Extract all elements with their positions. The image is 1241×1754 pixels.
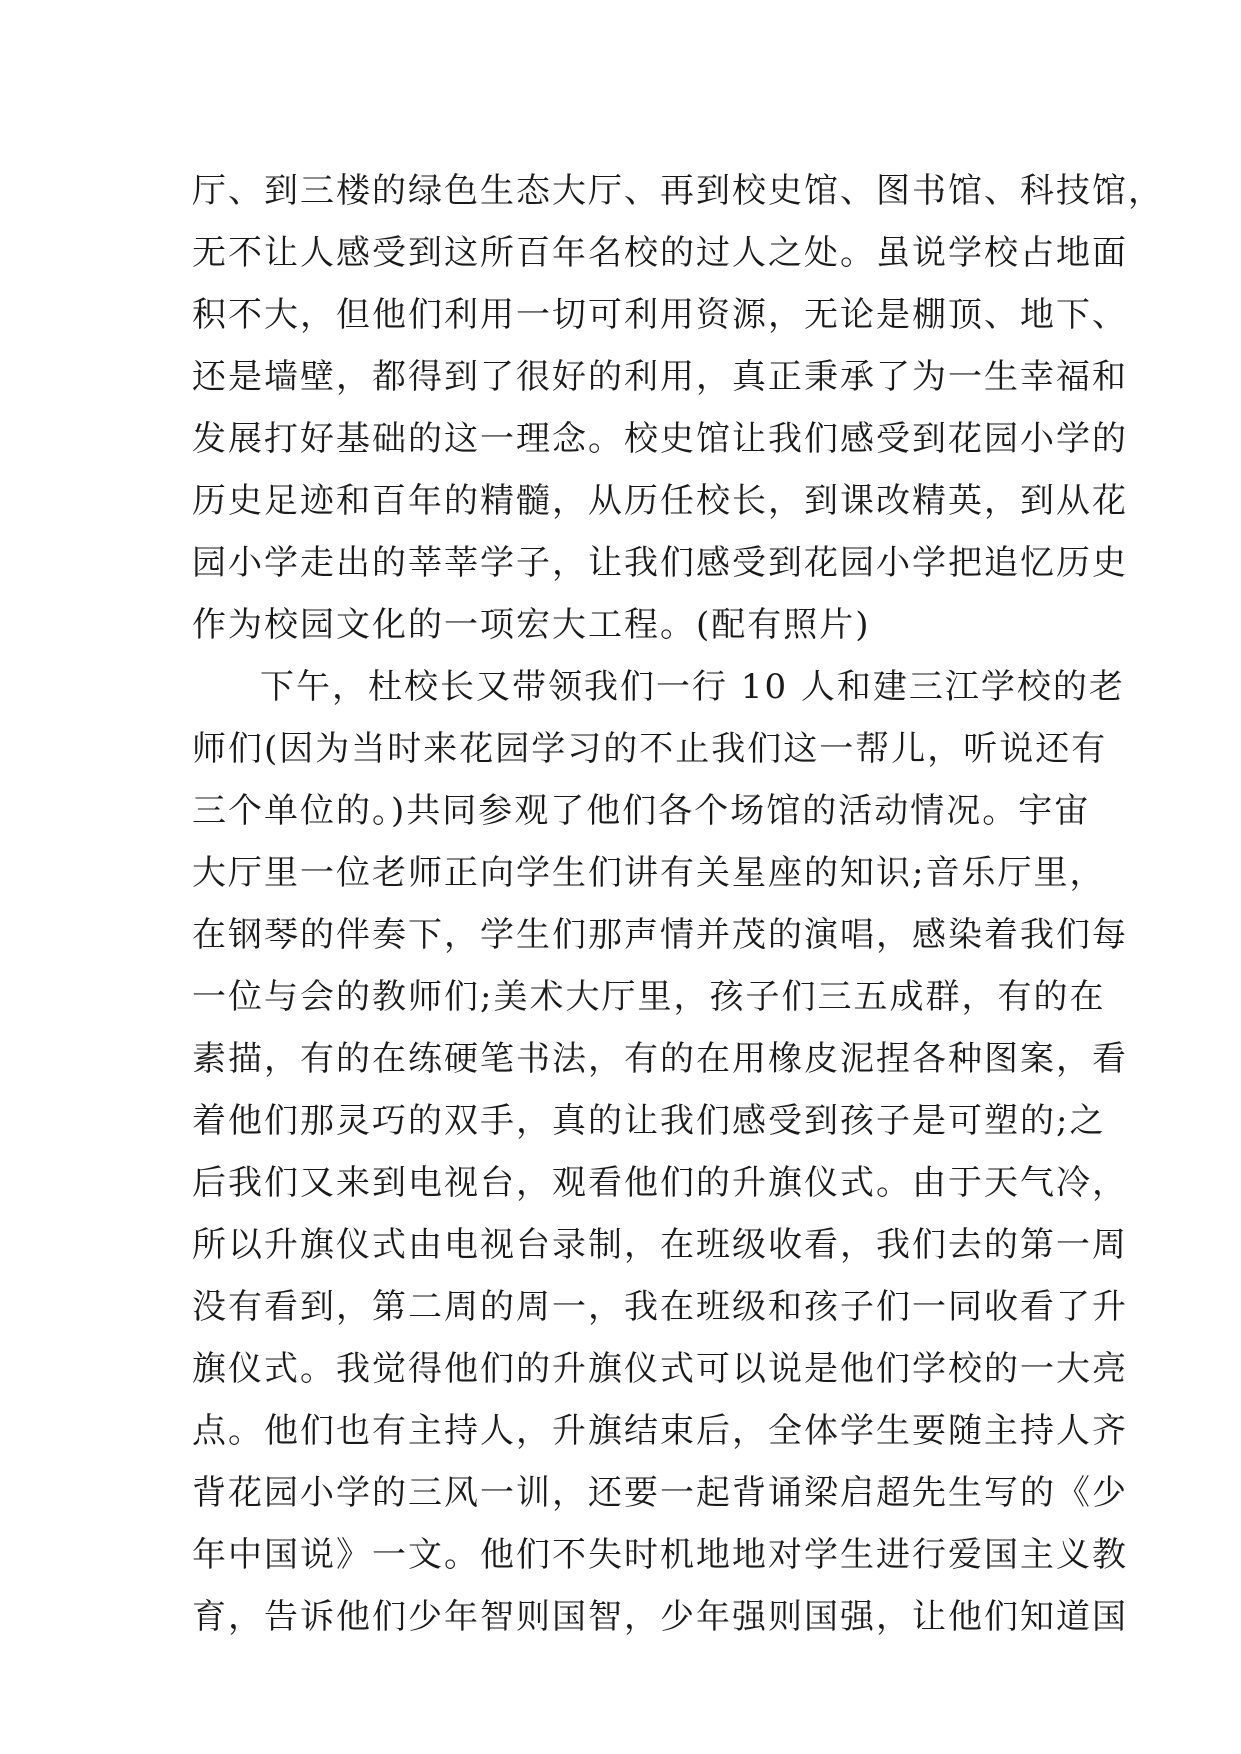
text-line: 历史足迹和百年的精髓，从历任校长，到课改精英，到从花 — [192, 481, 1128, 521]
text-line: 育，告诉他们少年智则国智，少年强则国强，让他们知道国 — [192, 1597, 1128, 1637]
text-line: 无不让人感受到这所百年名校的过人之处。虽说学校占地面 — [192, 233, 1128, 273]
text-line: 着他们那灵巧的双手，真的让我们感受到孩子是可塑的;之 — [192, 1101, 1106, 1141]
text-line: 所以升旗仪式由电视台录制，在班级收看，我们去的第一周 — [192, 1225, 1128, 1265]
text-line: 后我们又来到电视台，观看他们的升旗仪式。由于天气冷， — [192, 1163, 1128, 1203]
text-line: 作为校园文化的一项宏大工程。(配有照片) — [192, 605, 871, 645]
text-line: 点。他们也有主持人，升旗结束后，全体学生要随主持人齐 — [192, 1411, 1128, 1451]
text-line: 发展打好基础的这一理念。校史馆让我们感受到花园小学的 — [192, 419, 1128, 459]
text-line: 一位与会的教师们;美术大厅里，孩子们三五成群，有的在 — [192, 977, 1106, 1017]
text-line: 师们(因为当时来花园学习的不止我们这一帮儿，听说还有 — [192, 729, 1108, 769]
text-line: 三个单位的。)共同参观了他们各个场馆的活动情况。宇宙 — [192, 791, 1091, 831]
text-line: 园小学走出的莘莘学子，让我们感受到花园小学把追忆历史 — [192, 543, 1128, 583]
text-line: 旗仪式。我觉得他们的升旗仪式可以说是他们学校的一大亮 — [192, 1349, 1128, 1389]
text-line: 下午，杜校长又带领我们一行 10 人和建三江学校的老 — [260, 667, 1125, 707]
body-text — [192, 160, 1164, 1648]
text-line: 积不大，但他们利用一切可利用资源，无论是棚顶、地下、 — [192, 295, 1128, 335]
text-line: 还是墙壁，都得到了很好的利用，真正秉承了为一生幸福和 — [192, 357, 1128, 397]
text-line: 没有看到，第二周的周一，我在班级和孩子们一同收看了升 — [192, 1287, 1128, 1327]
text-line: 素描，有的在练硬笔书法，有的在用橡皮泥捏各种图案，看 — [192, 1039, 1128, 1079]
text-line: 背花园小学的三风一训，还要一起背诵梁启超先生写的《少 — [192, 1473, 1128, 1513]
text-line: 在钢琴的伴奏下，学生们那声情并茂的演唱，感染着我们每 — [192, 915, 1128, 955]
text-line: 年中国说》一文。他们不失时机地地对学生进行爱国主义教 — [192, 1535, 1128, 1575]
text-line: 大厅里一位老师正向学生们讲有关星座的知识;音乐厅里， — [192, 853, 1106, 893]
text-line: 厅、到三楼的绿色生态大厅、再到校史馆、图书馆、科技馆， — [192, 171, 1164, 211]
